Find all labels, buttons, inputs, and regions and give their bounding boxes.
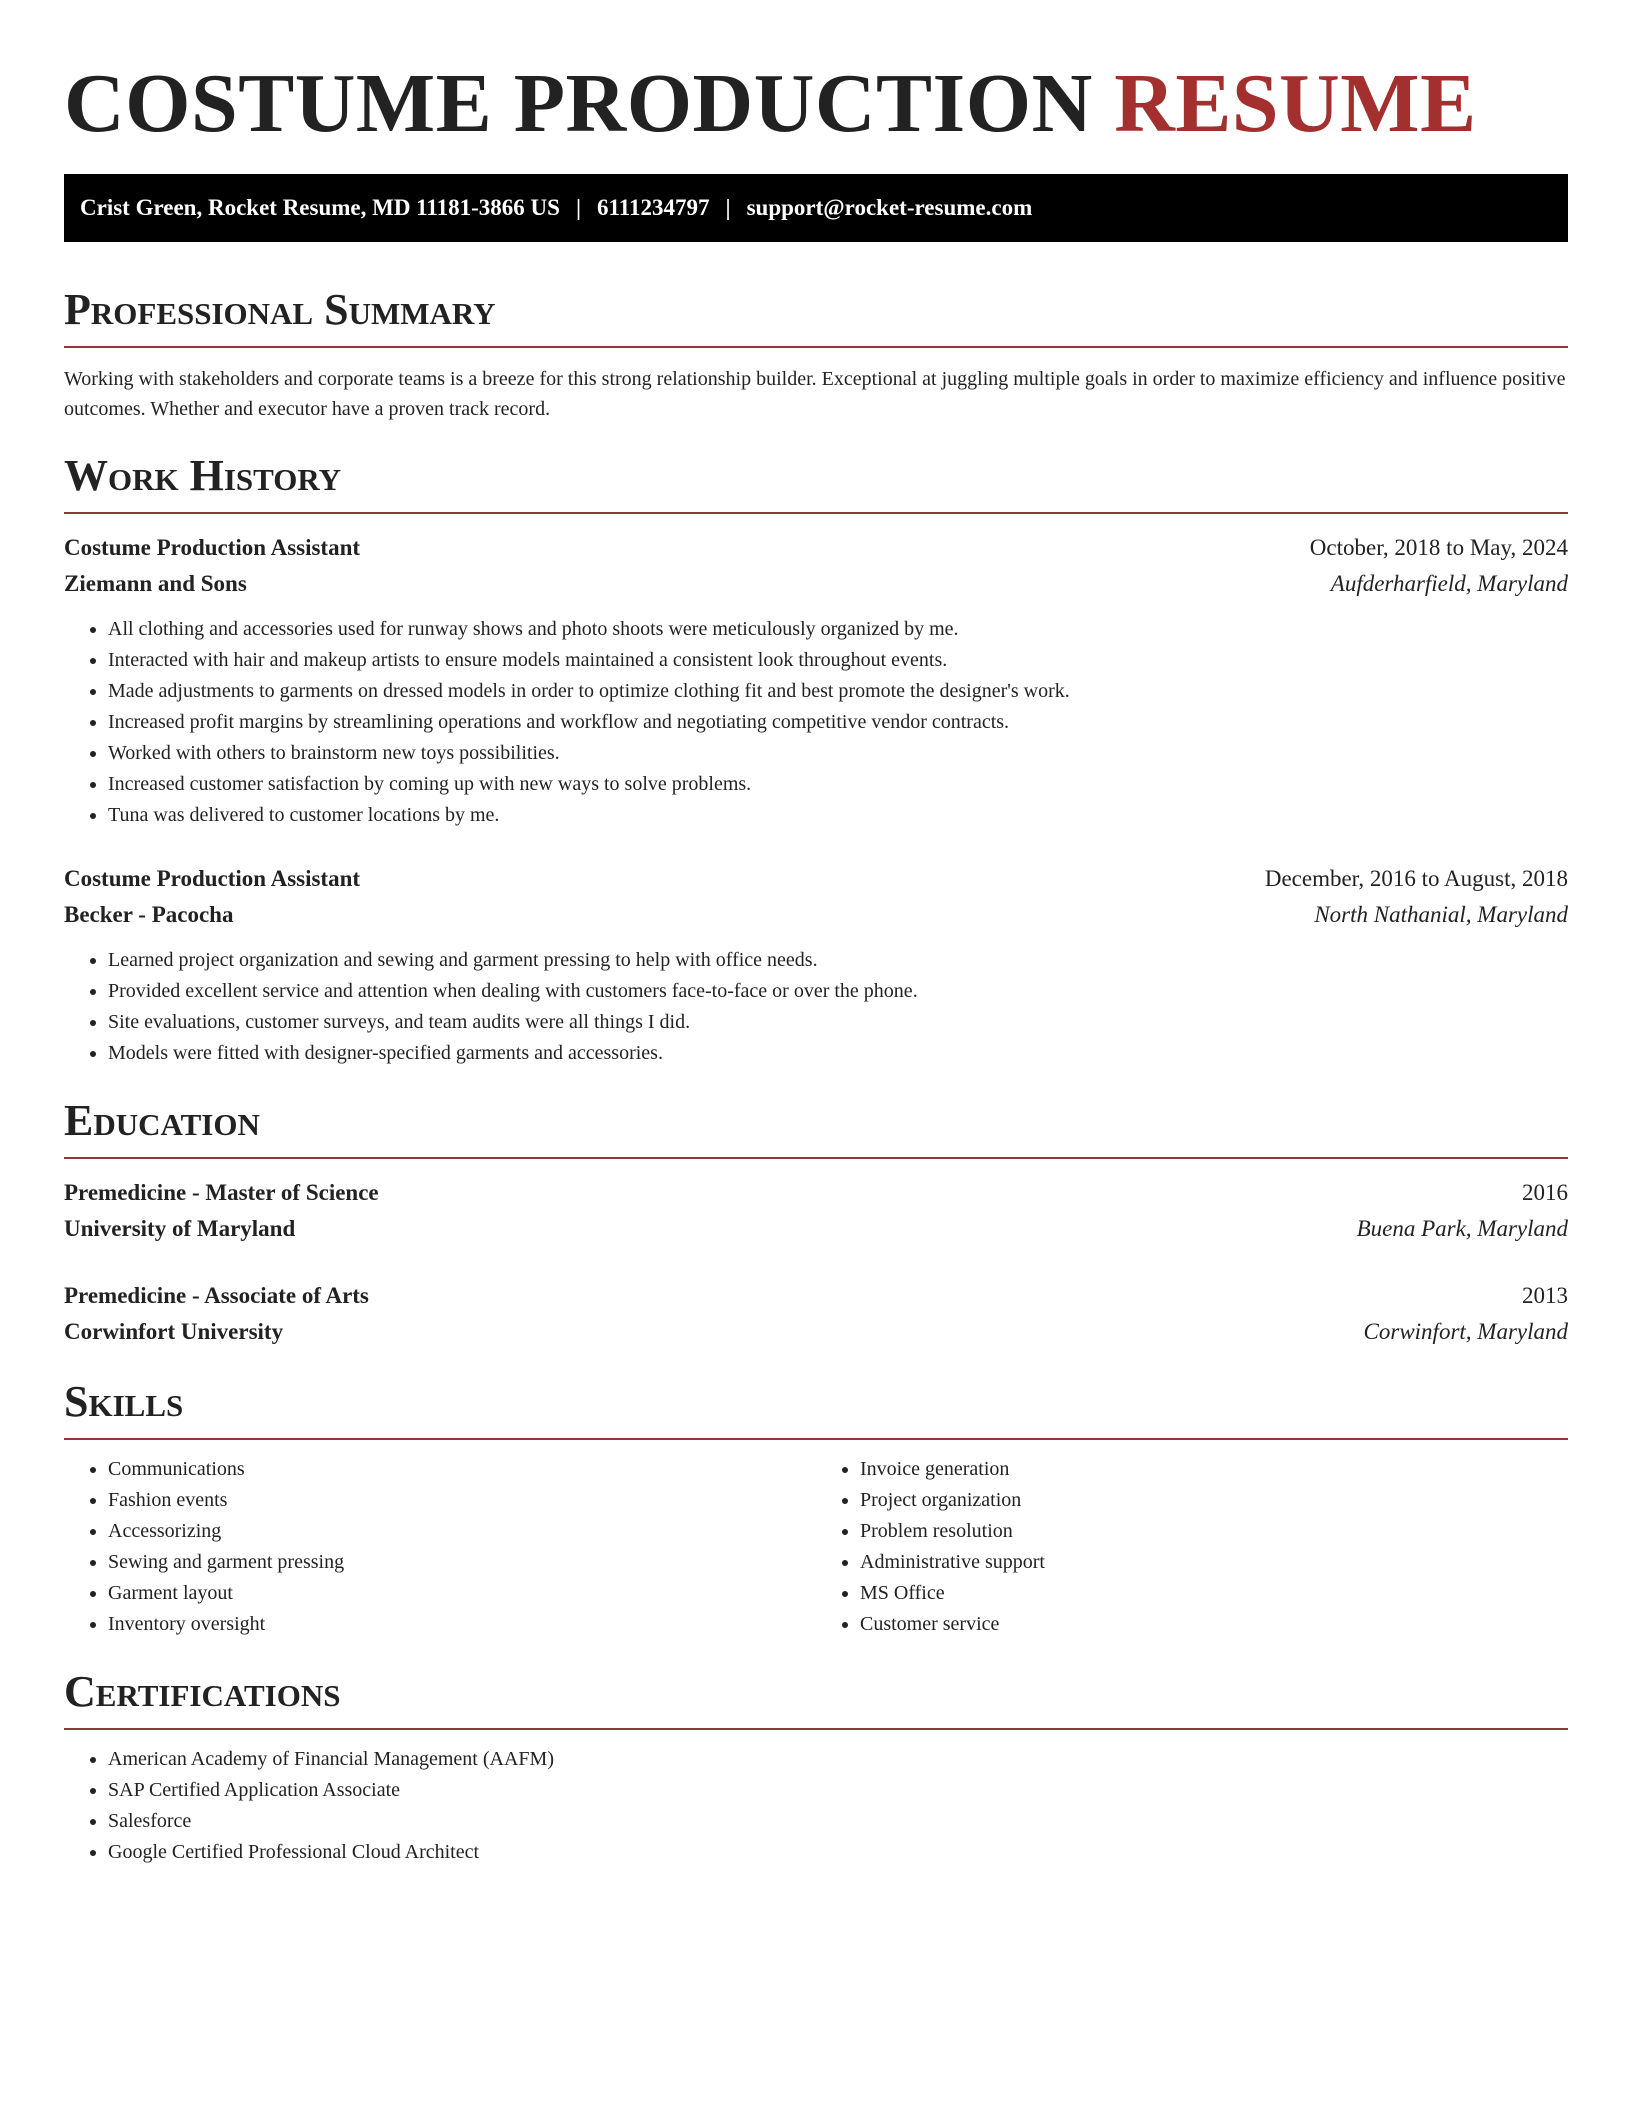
job-company-row <box>64 566 1568 602</box>
education-degree-row <box>64 1175 1568 1211</box>
resume-title <box>64 54 1568 154</box>
skill-item: • Accessorizing <box>108 1516 816 1547</box>
job-company-row <box>64 897 1568 933</box>
education-school: Corwinfort University <box>64 1319 284 1344</box>
section-divider <box>64 346 1568 348</box>
job-company: Becker - Pacocha <box>64 902 234 927</box>
job-bullet: • Tuna was delivered to customer locations by me. <box>108 800 1568 831</box>
skill-item: • Problem resolution <box>860 1516 1568 1547</box>
job-header-row <box>64 861 1568 897</box>
education-location: Corwinfort, Maryland <box>1363 1319 1568 1344</box>
job-bullets <box>64 614 1568 831</box>
education-school-row <box>64 1314 1568 1350</box>
education-degree: Premedicine - Master of Science <box>64 1180 379 1205</box>
education-year: 2016 <box>1522 1180 1568 1205</box>
skill-item: • Administrative support <box>860 1547 1568 1578</box>
education-year: 2013 <box>1522 1283 1568 1308</box>
certification-item: • Google Certified Professional Cloud Architect <box>108 1837 1568 1868</box>
job-bullet: • All clothing and accessories used for runway shows and photo shoots were meticulously organized by me. <box>108 614 1568 645</box>
skill-item: • Customer service <box>860 1609 1568 1640</box>
section-divider <box>64 1728 1568 1730</box>
skill-item: • Project organization <box>860 1485 1568 1516</box>
job-bullets <box>64 945 1568 1069</box>
education-degree-row <box>64 1278 1568 1314</box>
job-bullet: • Worked with others to brainstorm new toys possibilities. <box>108 738 1568 769</box>
skill-item: • Garment layout <box>108 1578 816 1609</box>
job-bullet: • Increased profit margins by streamlining operations and workflow and negotiating competitive vendor contracts. <box>108 707 1568 738</box>
summary-heading: Professional Summary <box>64 285 496 334</box>
certifications-heading: Certifications <box>64 1667 341 1716</box>
skill-item: • Communications <box>108 1454 816 1485</box>
job-bullet: • Learned project organization and sewing and garment pressing to help with office needs. <box>108 945 1568 976</box>
job-bullet: • Interacted with hair and makeup artists to ensure models maintained a consistent look throughout events. <box>108 645 1568 676</box>
skill-item: • Invoice generation <box>860 1454 1568 1485</box>
education-degree: Premedicine - Associate of Arts <box>64 1283 369 1308</box>
job-bullet: • Site evaluations, customer surveys, and team audits were all things I did. <box>108 1007 1568 1038</box>
education-school: University of Maryland <box>64 1216 296 1241</box>
contact-separator: | <box>575 195 582 220</box>
section-divider <box>64 1157 1568 1159</box>
certification-item: • American Academy of Financial Management (AAFM) <box>108 1744 1568 1775</box>
contact-address: Crist Green, Rocket Resume, MD 11181-3866 US <box>80 195 560 220</box>
skill-item: • MS Office <box>860 1578 1568 1609</box>
job-bullet: • Models were fitted with designer-specified garments and accessories. <box>108 1038 1568 1069</box>
job-title: Costume Production Assistant <box>64 866 361 891</box>
education-location: Buena Park, Maryland <box>1356 1216 1568 1241</box>
skills-list-right <box>816 1454 1568 1640</box>
contact-separator: | <box>725 195 731 220</box>
job-location: North Nathanial, Maryland <box>1314 902 1568 927</box>
job-dates: October, 2018 to May, 2024 <box>1309 535 1568 560</box>
education-entry <box>64 1278 1568 1350</box>
contact-bar <box>64 174 1568 242</box>
job-company: Ziemann and Sons <box>64 571 247 596</box>
work-history-section <box>64 450 1568 1069</box>
section-divider <box>64 512 1568 514</box>
work-history-heading: Work History <box>64 451 342 500</box>
job-bullet: • Increased customer satisfaction by coming up with new ways to solve problems. <box>108 769 1568 800</box>
certifications-list <box>64 1744 1568 1868</box>
job-title: Costume Production Assistant <box>64 535 361 560</box>
certification-item: • Salesforce <box>108 1806 1568 1837</box>
job-location: Aufderharfield, Maryland <box>1330 571 1568 596</box>
contact-phone[interactable]: 6111234797 <box>597 195 710 220</box>
education-section <box>64 1095 1568 1350</box>
section-divider <box>64 1438 1568 1440</box>
job-bullet: • Made adjustments to garments on dressed models in order to optimize clothing fit and best promote the designer's work. <box>108 676 1568 707</box>
job-entry <box>64 530 1568 831</box>
certifications-section <box>64 1666 1568 1868</box>
job-header-row <box>64 530 1568 566</box>
skills-columns <box>64 1454 1568 1640</box>
skills-list-left <box>64 1454 816 1640</box>
job-bullet: • Provided excellent service and attention when dealing with customers face-to-face or over the phone. <box>108 976 1568 1007</box>
summary-text: Working with stakeholders and corporate teams is a breeze for this strong relationship builder. Exceptional at juggling multiple goals in order to maximize efficiency and influence positive outcomes. Whether and executor have a proven track record. <box>64 368 1566 420</box>
contact-email[interactable]: support@rocket-resume.com <box>746 195 1033 220</box>
job-dates: December, 2016 to August, 2018 <box>1264 866 1568 891</box>
skill-item: • Inventory oversight <box>108 1609 816 1640</box>
title-main: COSTUME PRODUCTION <box>64 57 1093 150</box>
skill-item: • Fashion events <box>108 1485 816 1516</box>
skill-item: • Sewing and garment pressing <box>108 1547 816 1578</box>
education-school-row <box>64 1211 1568 1247</box>
job-entry <box>64 861 1568 1069</box>
title-accent: RESUME <box>1114 57 1477 150</box>
skills-heading: Skills <box>64 1377 184 1426</box>
education-entry <box>64 1175 1568 1247</box>
education-heading: Education <box>64 1096 260 1145</box>
certification-item: • SAP Certified Application Associate <box>108 1775 1568 1806</box>
skills-section <box>64 1376 1568 1640</box>
summary-section <box>64 284 1568 424</box>
